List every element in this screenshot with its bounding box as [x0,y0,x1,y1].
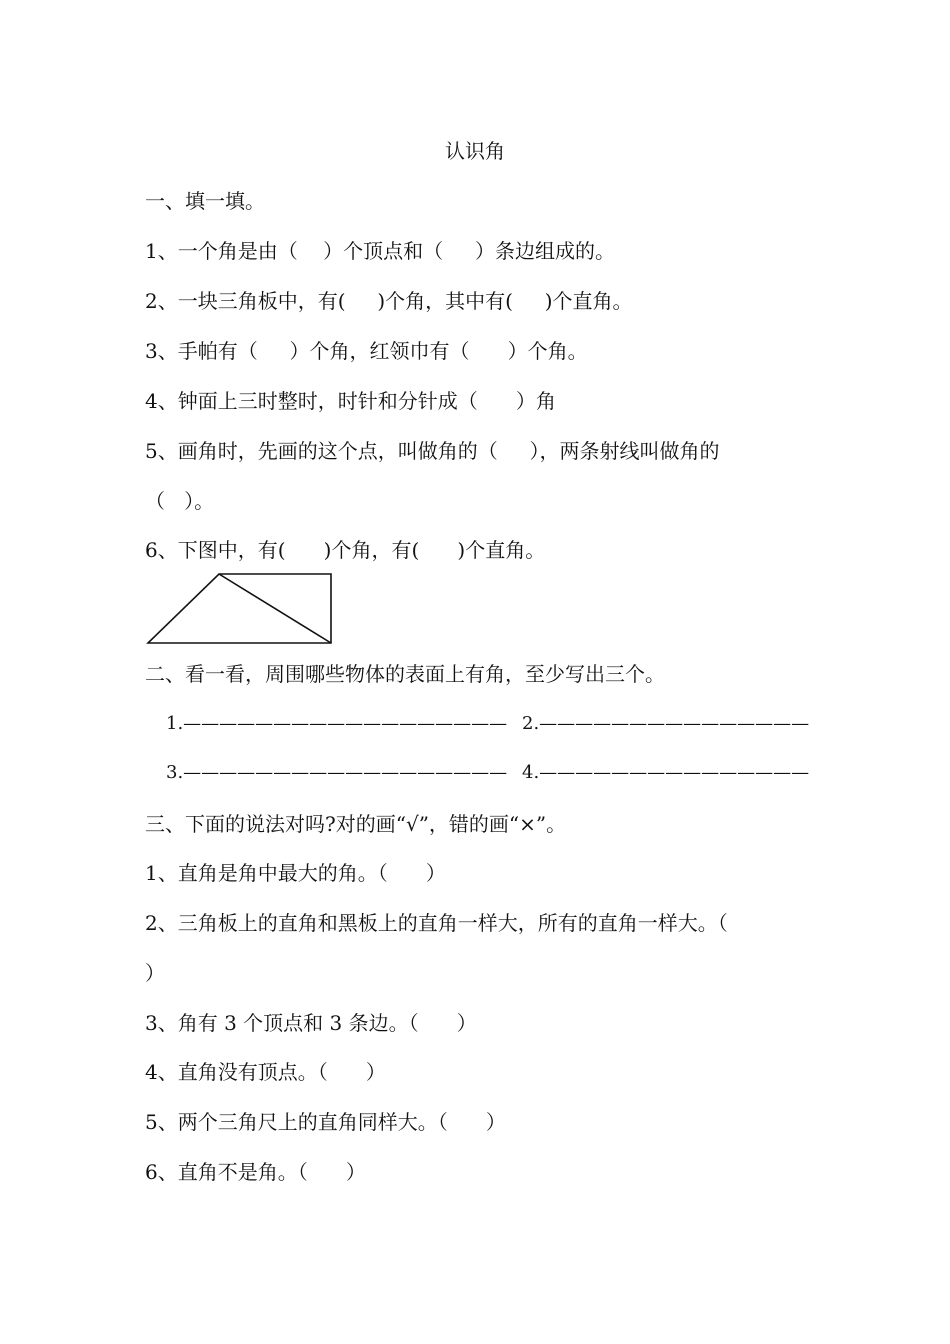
statement-3-1: 1、直角是角中最大的角。（ ） [145,861,446,885]
statement-3-5: 5、两个三角尺上的直角同样大。（ ） [145,1110,506,1134]
question-1-1: 1、一个角是由（ ）个顶点和（ ）条边组成的。 [145,239,615,263]
statement-3-4: 4、直角没有顶点。（ ） [145,1060,386,1084]
page-title: 认识角 [445,139,505,163]
question-1-4: 4、钟面上三时整时，时针和分针成（ ）角 [145,389,556,413]
answer-blank-4: 4.——————————————— [522,762,810,783]
answer-blank-1: 1.—————————————————— [166,713,508,734]
answer-blank-2: 2.——————————————— [522,713,810,734]
section-2-heading: 二、看一看，周围哪些物体的表面上有角，至少写出三个。 [145,662,665,686]
question-1-5-line-2: （ ）。 [145,489,215,513]
question-1-2: 2、一块三角板中，有( )个角，其中有( )个直角。 [145,289,633,313]
statement-3-2-line-1: 2、三角板上的直角和黑板上的直角一样大，所有的直角一样大。（ [145,911,728,935]
statement-3-6: 6、直角不是角。（ ） [145,1160,366,1184]
section-3-heading: 三、下面的说法对吗?对的画“√”，错的画“×”。 [145,812,567,836]
triangle-rectangle-figure [145,572,337,646]
question-1-5-line-1: 5、画角时，先画的这个点，叫做角的（ ），两条射线叫做角的 [145,439,720,463]
section-1-heading: 一、填一填。 [145,189,265,213]
question-1-3: 3、手帕有（ ）个角，红领巾有（ ）个角。 [145,339,588,363]
statement-3-3: 3、角有 3 个顶点和 3 条边。（ ） [145,1011,477,1035]
statement-3-2-line-2: ） [145,961,165,985]
figure-outline [148,574,331,643]
figure-diagonal [219,574,331,643]
question-1-6: 6、下图中，有( )个角，有( )个直角。 [145,538,546,562]
answer-blank-3: 3.—————————————————— [166,762,508,783]
